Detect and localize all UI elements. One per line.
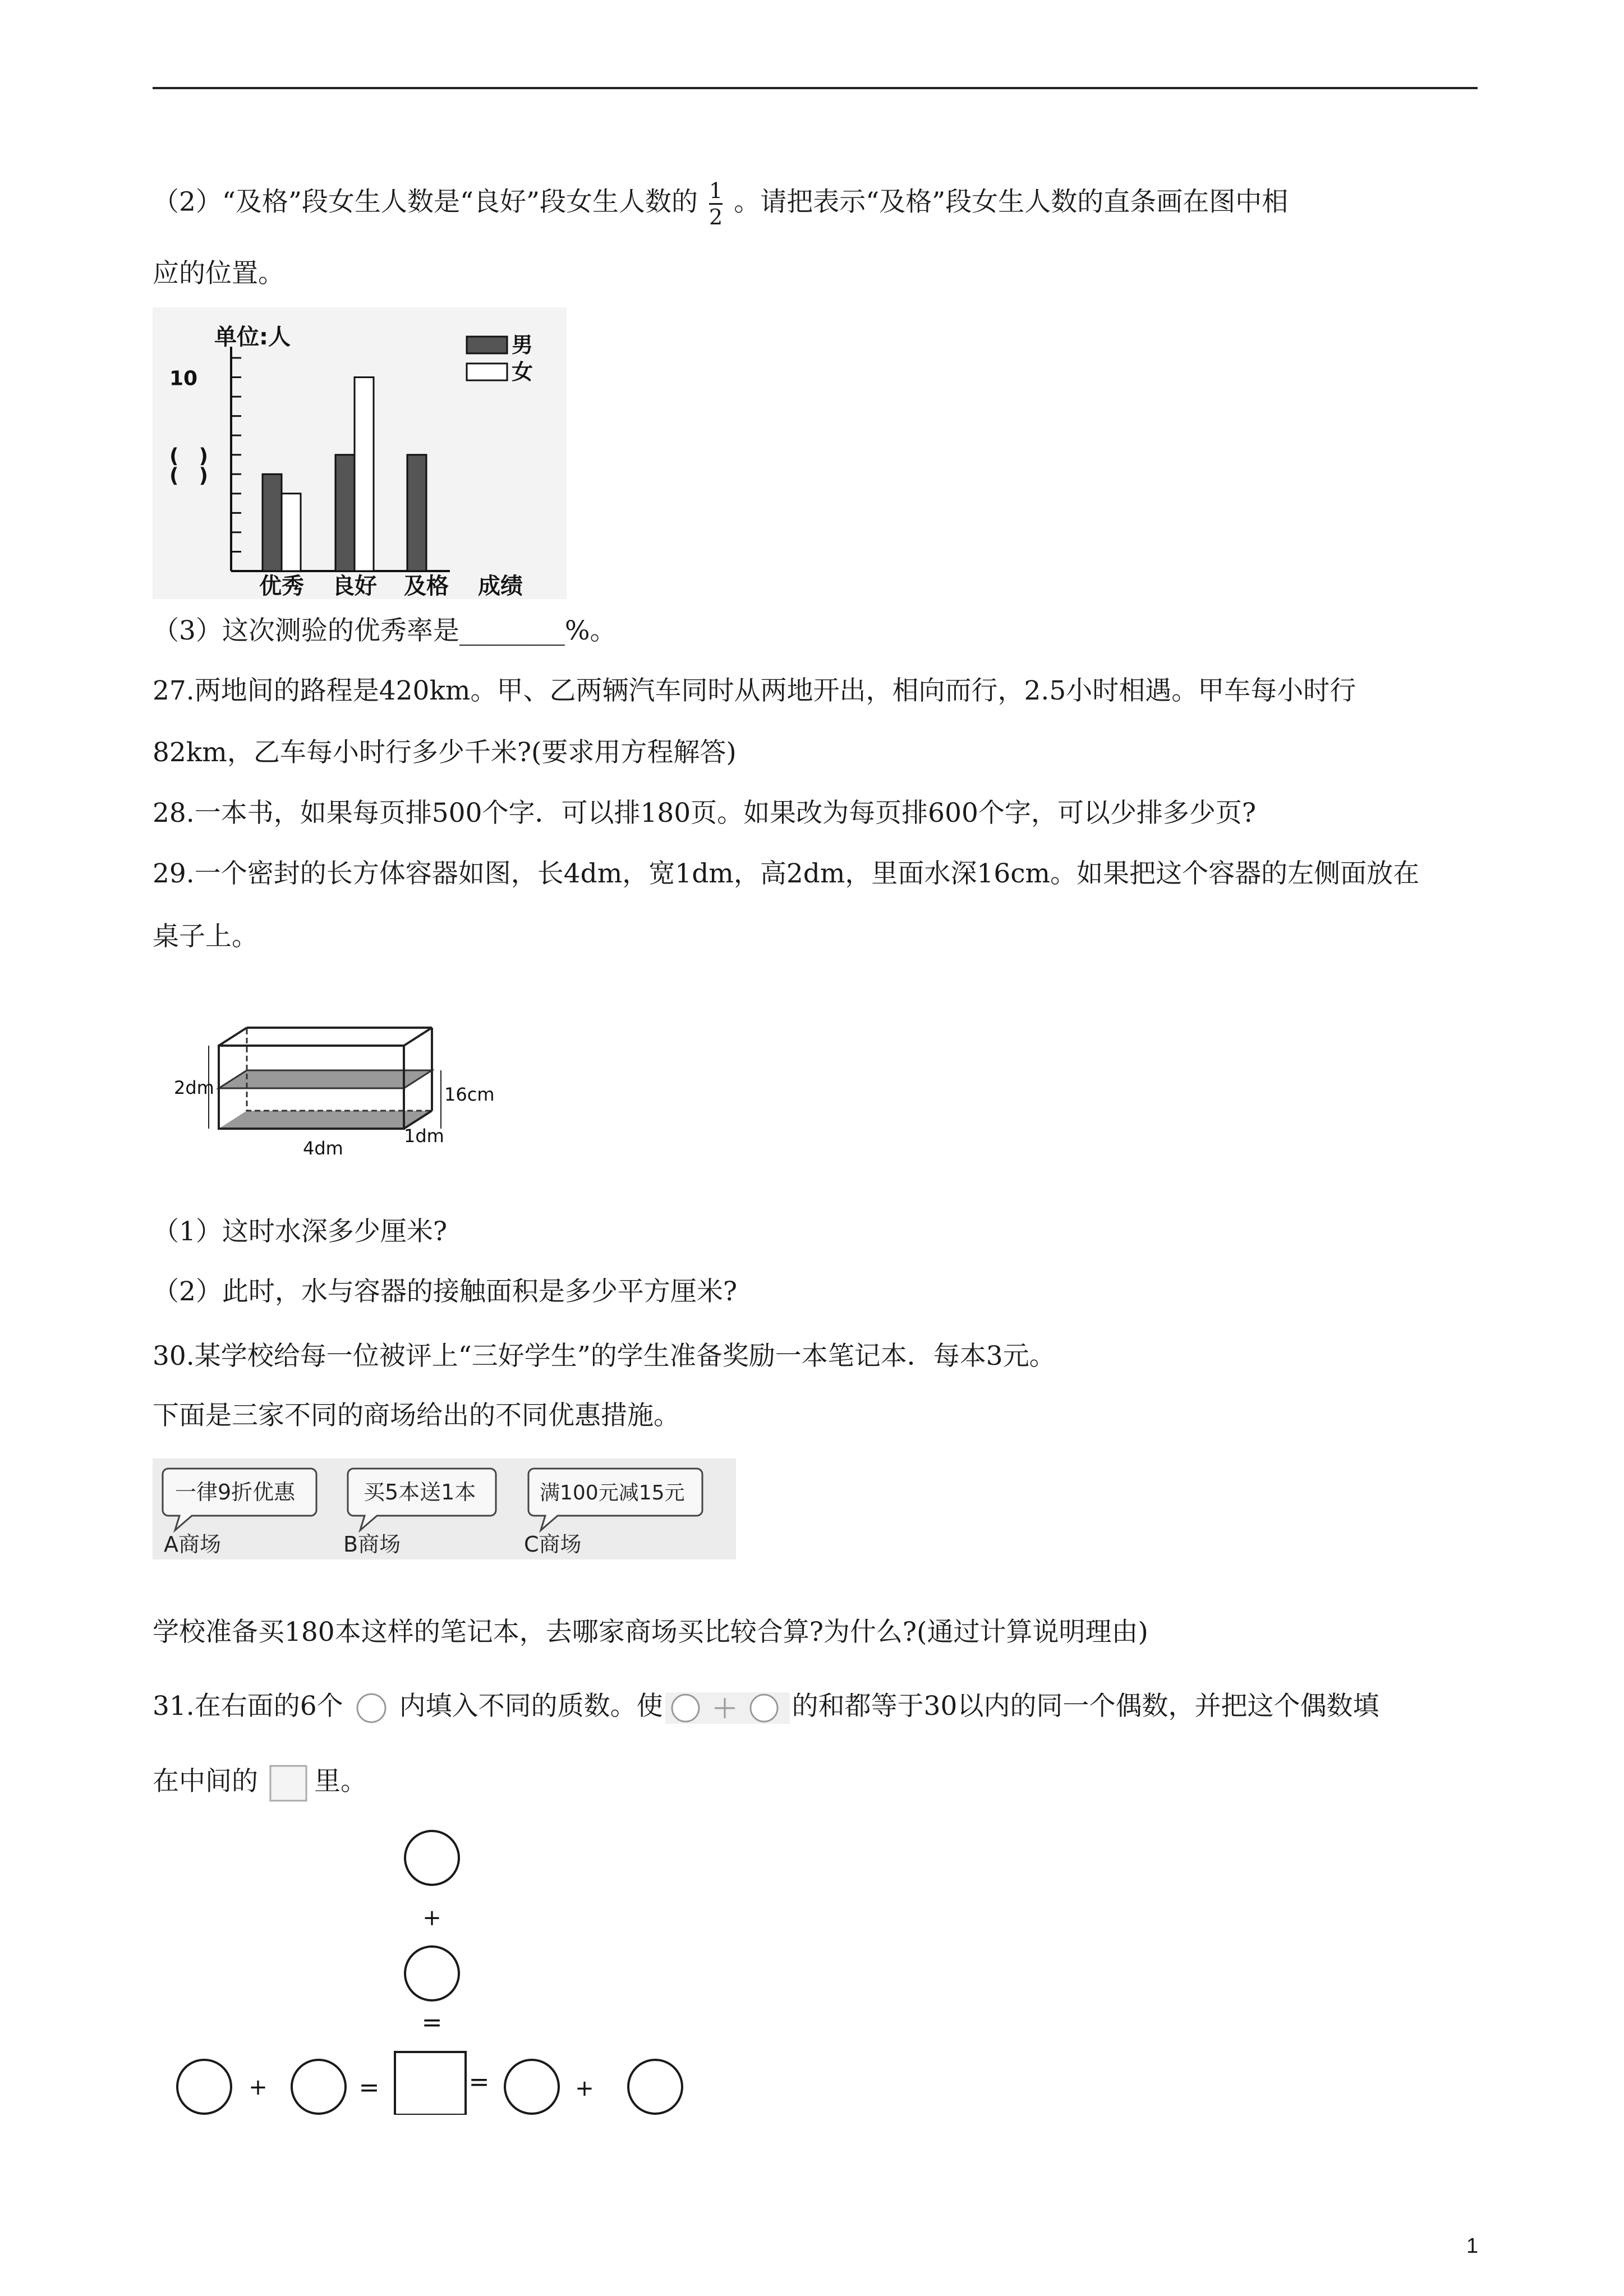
q27-line2: 82km，乙车每小时行多少千米?(要求用方程解答) xyxy=(153,737,737,768)
legend-label: 男 xyxy=(512,333,533,357)
q31-line2-b: 里。 xyxy=(314,1766,367,1797)
chart-y-tick-label: 10 xyxy=(169,367,198,390)
puzzle-equals-left: = xyxy=(358,2073,380,2102)
chart-y-tick-label: ( ) xyxy=(169,464,208,487)
bar-chart-frame xyxy=(153,307,567,599)
puzzle-circle-right2 xyxy=(628,2060,682,2114)
store-b xyxy=(343,1469,496,1557)
chart-category-label: 优秀 xyxy=(259,573,304,599)
q30-line3: 学校准备买180本这样的笔记本，去哪家商场买比较合算?为什么?(通过计算说明理由) xyxy=(153,1617,1148,1648)
puzzle-circle-left1 xyxy=(177,2060,231,2114)
bar-女-优秀 xyxy=(282,494,301,571)
inline-circle-icon xyxy=(343,1691,399,1725)
chart-bars xyxy=(263,378,426,571)
q31-line2 xyxy=(153,1764,367,1803)
puzzle-plus-left: + xyxy=(249,2074,268,2100)
q28-line1: 28.一本书，如果每页排500个字．可以排180页。如果改为每页排600个字，可以少排多少页? xyxy=(153,798,1257,829)
chart-x-axis-label: 成绩 xyxy=(478,573,523,599)
puzzle-center-square xyxy=(395,2052,466,2115)
water-surface xyxy=(219,1070,432,1088)
store-b-name: B商场 xyxy=(343,1532,401,1557)
q29-line2: 桌子上。 xyxy=(153,921,258,952)
puzzle-plus-right: + xyxy=(575,2076,594,2101)
page-number: 1 xyxy=(1466,2234,1479,2258)
q30-line1: 30.某学校给每一位被评上“三好学生”的学生准备奖励一本笔记本．每本3元。 xyxy=(153,1341,1056,1372)
puzzle-equals-right: = xyxy=(468,2068,490,2096)
chart-category-label: 及格 xyxy=(404,573,449,599)
puzzle-equals-vertical: = xyxy=(421,2008,443,2037)
dim-length-label: 4dm xyxy=(303,1138,343,1159)
store-c-offer: 满100元减15元 xyxy=(540,1481,685,1504)
q31-line1 xyxy=(153,1690,1379,1725)
q26-part2-before: （2）“及格”段女生人数是“良好”段女生人数的 xyxy=(153,186,698,218)
store-c-name: C商场 xyxy=(524,1532,582,1557)
container-figure xyxy=(174,1015,510,1161)
puzzle-circle-right1 xyxy=(505,2060,559,2114)
bar-男-及格 xyxy=(407,455,426,571)
legend-swatch xyxy=(467,364,507,380)
q26-part2-after: 。请把表示“及格”段女生人数的直条画在图中相 xyxy=(734,186,1289,218)
dim-width-label: 1dm xyxy=(404,1125,444,1147)
q31-part-a: 31.在右面的6个 xyxy=(153,1691,343,1722)
cuboid-diagram xyxy=(174,1015,510,1161)
dim-height-label: 2dm xyxy=(174,1077,214,1098)
q31-part-b: 内填入不同的质数。使 xyxy=(399,1691,663,1722)
q31-line2-a: 在中间的 xyxy=(153,1766,258,1797)
store-a-name: A商场 xyxy=(164,1532,221,1557)
q26-part2-line2: 应的位置。 xyxy=(153,258,284,289)
puzzle-circle-top xyxy=(405,1831,459,1885)
chart-category-label: 良好 xyxy=(332,573,377,599)
puzzle-circle-upper xyxy=(405,1947,459,2000)
bar-女-良好 xyxy=(355,378,374,571)
store-a-offer: 一律9折优惠 xyxy=(175,1480,296,1504)
q30-line2: 下面是三家不同的商场给出的不同优惠措施。 xyxy=(153,1400,680,1431)
container-bottom xyxy=(219,1111,432,1129)
chart-unit-label: 单位:人 xyxy=(214,324,291,350)
prime-puzzle xyxy=(168,1823,718,2115)
q29-sub1: （1）这时水深多少厘米? xyxy=(153,1216,448,1247)
store-offers xyxy=(153,1458,736,1559)
bar-chart xyxy=(153,307,567,599)
q26-part2-line1 xyxy=(153,178,1288,229)
q29-sub2: （2）此时，水与容器的接触面积是多少平方厘米? xyxy=(153,1276,738,1307)
chart-legend xyxy=(467,333,533,384)
q29-line1: 29.一个密封的长方体容器如图，长4dm，宽1dm，高2dm，里面水深16cm。如果把这个容器的左侧面放在 xyxy=(153,858,1420,889)
bar-男-良好 xyxy=(335,455,355,571)
header-rule xyxy=(153,87,1478,89)
q27-line1: 27.两地间的路程是420km。甲、乙两辆汽车同时从两地开出，相向而行，2.5小时相遇。甲车每小时行 xyxy=(153,675,1356,706)
chart-y-tick-label: ( ) xyxy=(169,444,208,468)
inline-square-icon xyxy=(258,1764,314,1803)
store-b-offer: 买5本送1本 xyxy=(364,1480,476,1504)
store-c xyxy=(524,1469,702,1557)
q31-part-c: 的和都等于30以内的同一个偶数，并把这个偶数填 xyxy=(792,1691,1379,1722)
bar-男-优秀 xyxy=(263,474,282,571)
store-a xyxy=(163,1469,316,1557)
legend-swatch xyxy=(467,337,507,353)
puzzle-plus-vertical: + xyxy=(422,1905,441,1931)
q26-part3: （3）这次测验的优秀率是________%。 xyxy=(153,615,617,646)
puzzle-circle-left2 xyxy=(292,2060,346,2114)
fraction-one-half: $\frac{1}{2}$ xyxy=(709,178,723,229)
dim-water-label: 16cm xyxy=(444,1084,495,1105)
chart-category-labels xyxy=(259,573,523,599)
stores-image xyxy=(153,1458,736,1559)
legend-label: 女 xyxy=(512,360,533,384)
inline-circle-plus-circle-icon xyxy=(663,1691,792,1725)
